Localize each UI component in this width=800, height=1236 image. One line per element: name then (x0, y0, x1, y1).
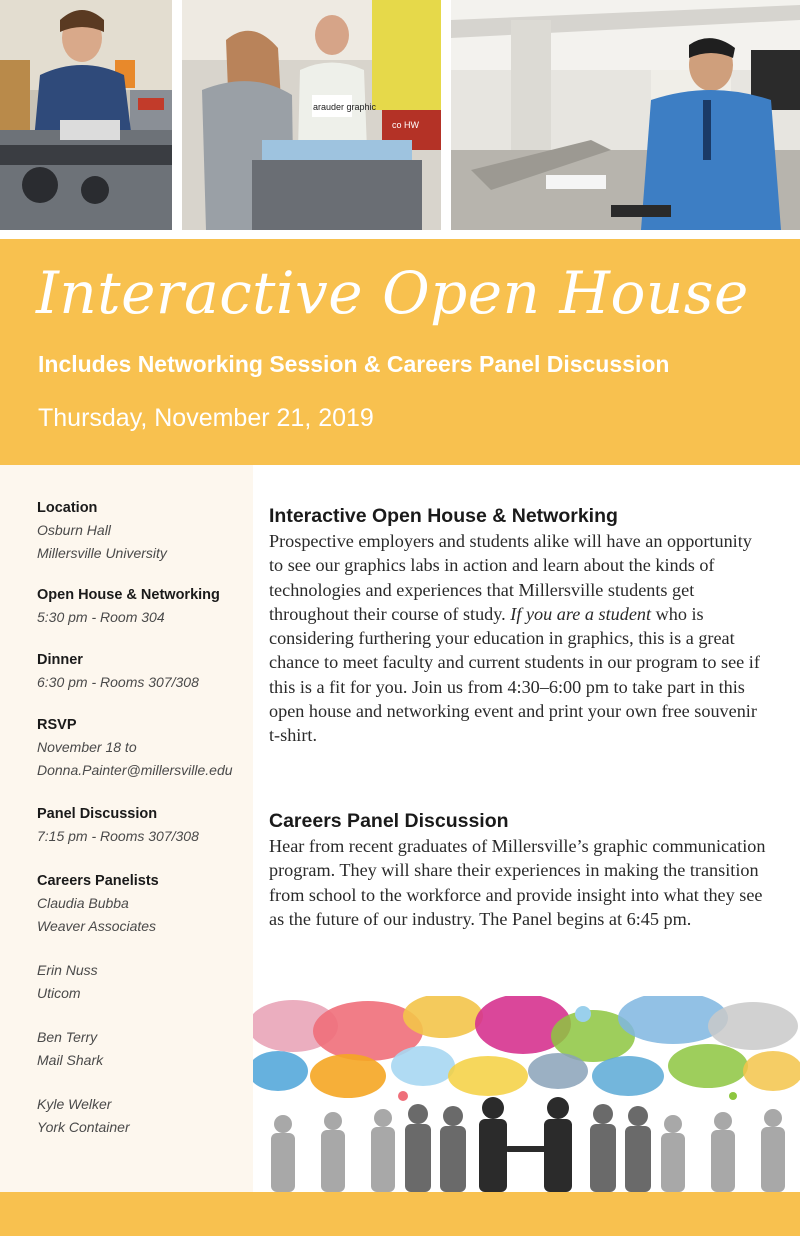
photo-computer-lab (451, 0, 800, 230)
panelist-org: Uticom (37, 984, 81, 1001)
apron-label: arauder graphic (313, 102, 377, 112)
panelist-name: Ben Terry (37, 1029, 98, 1045)
footer-bar (0, 1192, 800, 1236)
panelist-block (37, 1093, 130, 1138)
open-house-section (269, 503, 769, 748)
open-house-time: 5:30 pm - Room 304 (37, 609, 165, 625)
panelist-org: York Container (37, 1118, 130, 1135)
panelist-name: Kyle Welker (37, 1096, 112, 1112)
open-house-section-title: Interactive Open House & Networking (269, 505, 618, 527)
rsvp-heading: RSVP (37, 717, 77, 733)
open-house-section-body (269, 529, 769, 748)
careers-panel-section (269, 808, 769, 931)
machine-label: co HW (392, 120, 419, 130)
dinner-time: 6:30 pm - Rooms 307/308 (37, 674, 199, 690)
careers-panel-section-title: Careers Panel Discussion (269, 810, 509, 832)
location-heading: Location (37, 500, 98, 516)
panelists-heading: Careers Panelists (37, 873, 159, 889)
rsvp-email[interactable]: Donna.Painter@millersville.edu (37, 761, 233, 778)
dinner-block (37, 649, 199, 694)
dinner-heading: Dinner (37, 652, 83, 668)
careers-panel-section-body: Hear from recent graduates of Millersville’s graphic communication program. They will share their experiences in making the transition from school to the workforce and provide insight into what they see as the future of our industry. The Panel begins at 6:45 pm. (269, 836, 766, 929)
photo-student-at-press (0, 0, 172, 230)
panelist-org: Mail Shark (37, 1051, 104, 1068)
panelist-block (37, 1026, 103, 1071)
panelist-name: Claudia Bubba (37, 895, 129, 911)
panel-heading: Panel Discussion (37, 806, 158, 822)
body-text: Prospective employers and students alike will have an opportunity to see our graphics labs in action and learn about the kinds of technologies and experiences that Millersville students get throughout their course of study. (269, 531, 752, 624)
panelist-block (37, 959, 98, 1004)
open-house-block (37, 584, 220, 629)
event-title: Interactive Open House (36, 259, 749, 327)
panelist-org: Weaver Associates (37, 917, 157, 934)
panelist-name: Erin Nuss (37, 962, 98, 978)
rsvp-block (37, 714, 233, 781)
event-details-sidebar (0, 465, 253, 1192)
event-date: Thursday, November 21, 2019 (38, 404, 374, 432)
location-line: Osburn Hall (37, 522, 111, 538)
location-block (37, 497, 167, 564)
body-emphasis: If you are a student (510, 603, 652, 624)
body-text: who is considering furthering your education in graphics, this is a great chance to meet faculty and current students in our program to see if this is a fit for you. Join us from 4:30–6:00 pm to take part in this open house and networking event and print your own free souvenir t-shirt. (269, 603, 760, 746)
location-line: Millersville University (37, 544, 167, 561)
event-subtitle: Includes Networking Session & Careers Panel Discussion (38, 351, 670, 377)
rsvp-deadline: November 18 to (37, 739, 137, 755)
panel-time: 7:15 pm - Rooms 307/308 (37, 828, 199, 844)
photo-strip (0, 0, 800, 232)
networking-illustration (253, 996, 800, 1192)
event-banner (0, 239, 800, 465)
panelists-block (37, 870, 159, 937)
photo-screen-printing (182, 0, 441, 230)
panel-block (37, 803, 199, 848)
open-house-heading: Open House & Networking (37, 587, 220, 603)
